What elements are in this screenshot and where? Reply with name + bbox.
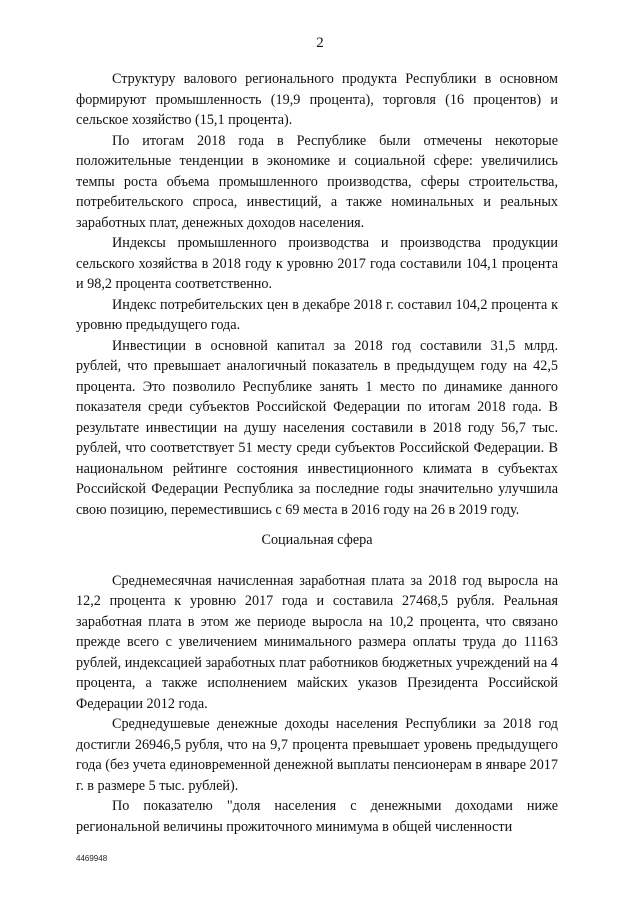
- page-number: 2: [316, 35, 324, 51]
- paragraph-production-indices: Индексы промышленного производства и производства продукции сельского хозяйства в 2018 году к уровню 2017 года составили 104,1 процента и 98,2 процента соответственно.: [76, 235, 558, 292]
- section-heading-social: Социальная сфера: [261, 532, 373, 548]
- paragraph-incomes: Среднедушевые денежные доходы населения Республики за 2018 год достигли 26946,5 рубля, что на 9,7 процента превышает уровень предыдущего года (без учета единовременной денежной выплаты пенсионерам в январе 2017 г. в размере 5 тыс. рублей).: [76, 716, 558, 794]
- document-code: 4469948: [76, 854, 108, 863]
- paragraph-wages: Среднемесячная начисленная заработная плата за 2018 год выросла на 12,2 процента к уровню 2017 года и составила 27468,5 рубля. Реальная заработная плата в этом же периоде выросла на 10,2 процента, что связано прежде всего с увеличением минимального размера оплаты труда до 11163 рублей, индексацией заработных плат работников бюджетных учреждений на 4 процента, а также исполнением майских указов Президента Российской Федерации 2012 года.: [76, 572, 558, 712]
- paragraph-positive-trends: По итогам 2018 года в Республике были отмечены некоторые положительные тенденции в экономике и социальной сфере: увеличились темпы роста объема промышленного производства, сферы строительства, потребительского спроса, инвестиций, а также номинальных и реальных заработных плат, денежных доходов населения.: [76, 132, 558, 231]
- paragraph-economy-structure: Структуру валового регионального продукта Республики в основном формируют промышленность (19,9 процента), торговля (16 процентов) и сельское хозяйство (15,1 процента).: [76, 71, 558, 128]
- document-body: [76, 69, 558, 837]
- paragraph-consumer-prices: Индекс потребительских цен в декабре 2018 г. составил 104,2 процента к уровню предыдущего года.: [76, 296, 558, 333]
- paragraph-investments: Инвестиции в основной капитал за 2018 год составили 31,5 млрд. рублей, что превышает аналогичный показатель в предыдущем году на 42,5 процента. Это позволило Республике занять 1 место по динамике данного показателя среди субъектов Российской Федерации по итогам 2018 года. В результате инвестиции на душу населения составили в 2018 году 56,7 тыс. рублей, что соответствует 51 месту среди субъектов Российской Федерации. В национальном рейтинге состояния инвестиционного климата в субъектах Российской Федерации Республика за последние годы значительно улучшила свою позицию, переместившись с 69 места в 2016 году на 26 в 2019 году.: [76, 337, 558, 518]
- paragraph-poverty-share: По показателю "доля населения с денежными доходами ниже региональной величины прожиточного минимума в общей численности: [76, 798, 558, 835]
